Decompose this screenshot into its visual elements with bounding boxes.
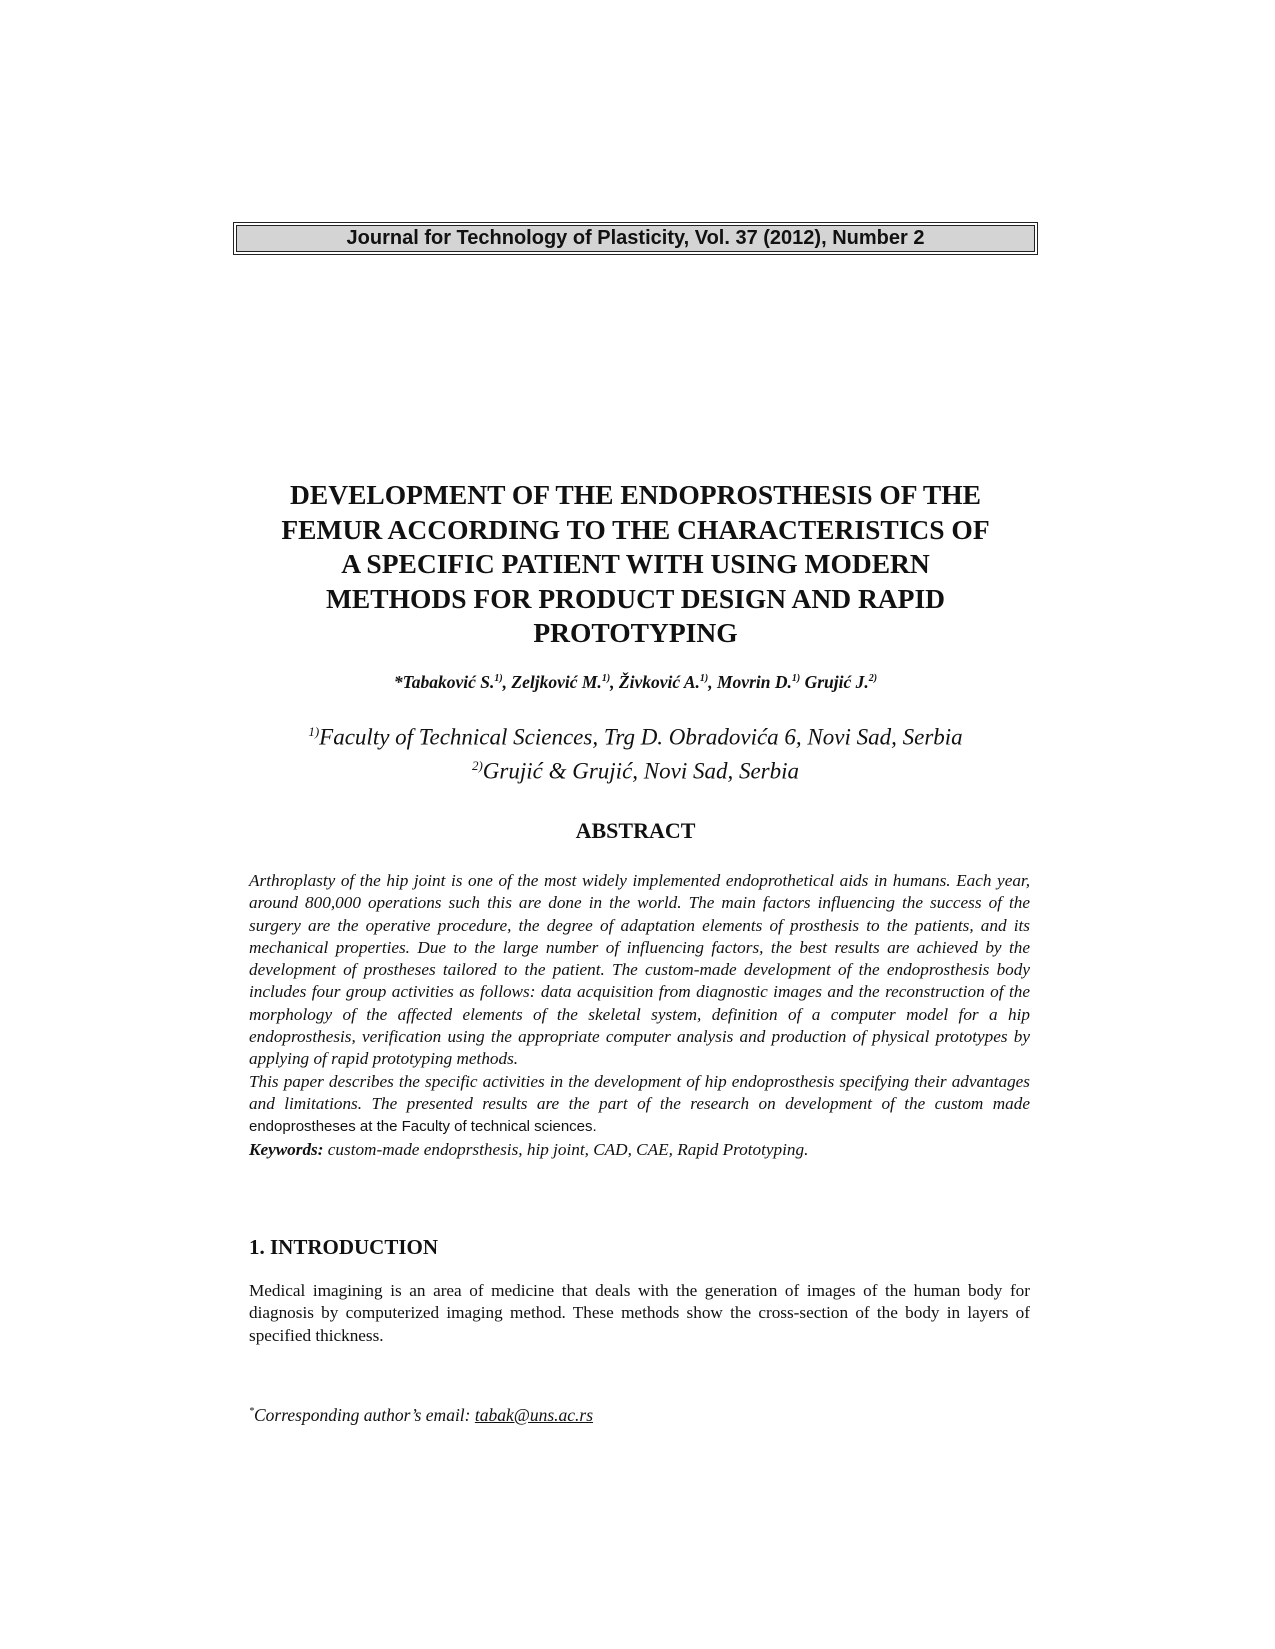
keywords [249,1139,1030,1161]
footnote-label: Corresponding author’s email: [254,1405,475,1425]
section-heading-introduction: 1. INTRODUCTION [249,1235,439,1259]
author-name: *Tabaković S. [393,672,495,692]
author-affiliation-marker: 1) [494,673,503,685]
introduction-paragraph: Medical imagining is an area of medicine that deals with the generation of images of the human body for diagnosis by computerized imaging method. These methods show the cross-section of the body in layers of specified thickness. [249,1281,1030,1345]
affiliation-line: $^{1)}$Faculty of Technical Sciences, Trg D. Obradovića 6, Novi Sad, Serbia [308,724,963,750]
affiliation-line: $^{2)}$Grujić & Grujić, Novi Sad, Serbia [471,757,800,784]
author-affiliation-marker: 1) [699,673,709,685]
author-name: Movrin D. [717,672,792,692]
abstract-paragraph: This paper describes the specific activities in the development of hip endoprosthesis specifying their advantages and limitations. The presented results are the part of the research on development of the custom made endoprostheses at the Faculty of technical sciences. [249,1071,1030,1136]
keywords-list: custom-made endoprsthesis, hip joint, CAD, CAE, Rapid Prototyping. [323,1139,809,1159]
author-name: Živković A. [618,672,700,692]
author-name: Zeljković M. [511,672,602,692]
journal-header-box [233,222,1038,255]
title-line: METHODS FOR PRODUCT DESIGN AND RAPID [325,582,946,614]
author-email-link[interactable]: tabak@uns.ac.rs [474,1405,594,1425]
paper-title [233,478,1038,651]
author-affiliation-marker: 1) [601,673,611,685]
footnote-marker: * [249,1406,254,1418]
title-line: PROTOTYPING [533,617,738,648]
author-affiliation-marker: 2) [868,673,878,685]
corresponding-author-footnote [249,1405,593,1426]
author-list: *Tabaković S.$^{1)}$, Zeljković M.$^{1)}$, Živković A.$^{1)}$, Movrin D.$^{1)}$ Grujić J.$^{2)}$ [393,672,878,692]
title-line: FEMUR ACCORDING TO THE CHARACTERISTICS OF [281,513,990,545]
keywords-label: Keywords: [249,1139,324,1159]
abstract-body [249,870,1030,1161]
affiliations [233,718,1038,785]
author-name: Grujić J. [804,672,869,692]
abstract-heading: ABSTRACT [575,818,696,843]
title-line: DEVELOPMENT OF THE ENDOPROSTHESIS OF THE [290,479,981,510]
abstract-paragraph: Arthroplasty of the hip joint is one of the most widely implemented endoprothetical aids in humans. Each year, around 800,000 operations such this are done in the world. The main factors influencing the success of the surgery are the operative procedure, the degree of adaptation elements of prosthesis to the patients, and its mechanical properties. Due to the large number of influencing factors, the best results are achieved by the development of prostheses tailored to the patient. The custom-made development of the endoprosthesis body includes four group activities as follows: data acquisition from diagnostic images and the reconstruction of the morphology of the affected elements of the skeletal system, definition of a computer model for a hip endoprosthesis, verification using the appropriate computer analysis and production of physical prototypes by applying of rapid prototyping methods. [249,871,1030,1069]
author-affiliation-marker: 1) [791,673,801,685]
title-line: A SPECIFIC PATIENT WITH USING MODERN [341,548,930,579]
journal-header: Journal for Technology of Plasticity, Vol. 37 (2012), Number 2 [236,225,1035,252]
